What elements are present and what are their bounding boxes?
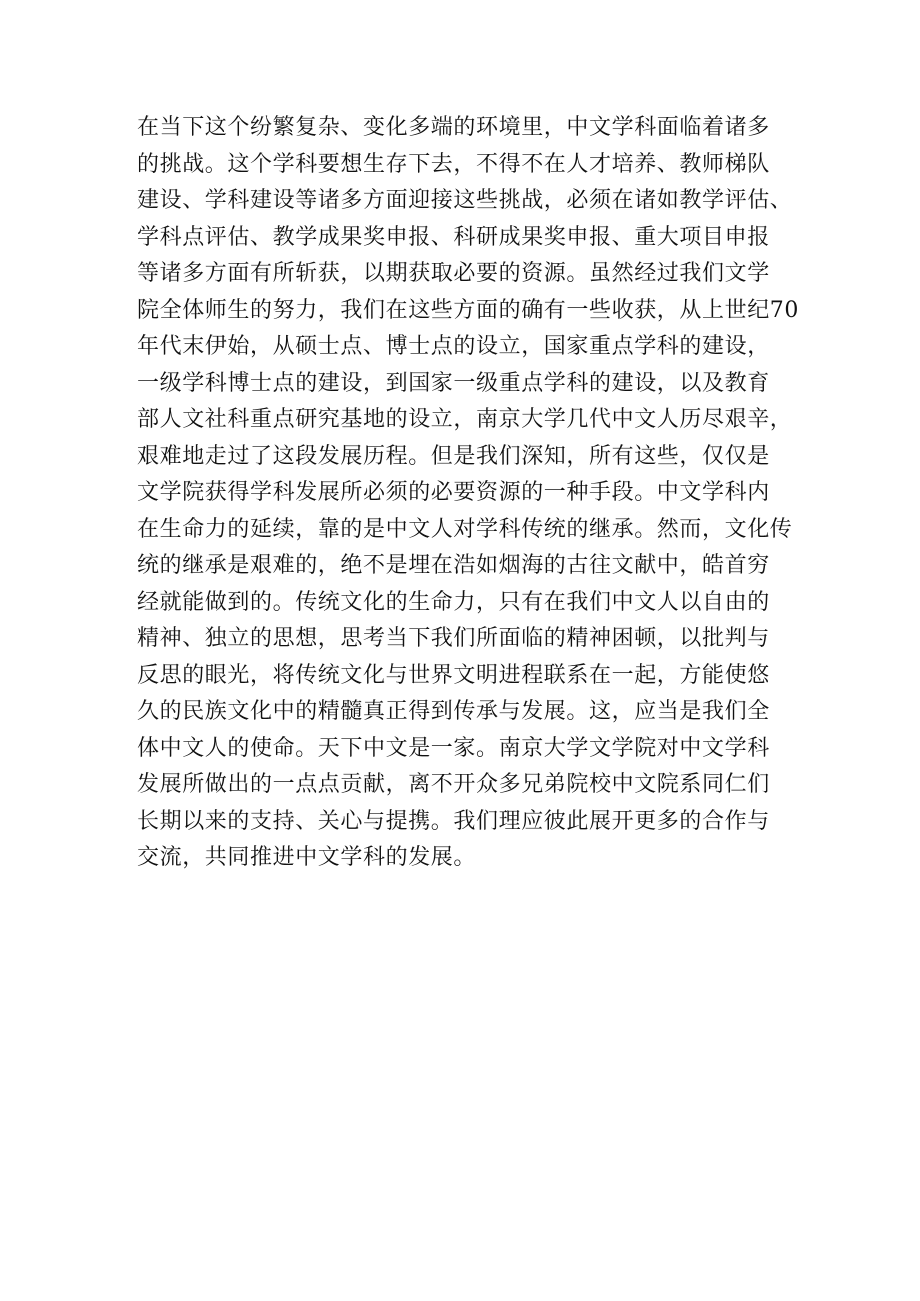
paragraph-line: 在当下这个纷繁复杂、变化多端的环境里，中文学科面临着诸多: [137, 115, 770, 140]
paragraph-line: 发展所做出的一点点贡献，离不开众多兄弟院校中文院系同仁们: [137, 772, 770, 797]
paragraph-line: 体中文人的使命。天下中文是一家。南京大学文学院对中文学科: [137, 735, 770, 761]
paragraph-line: 经就能做到的。传统文化的生命力，只有在我们中文人以自由的: [137, 589, 770, 615]
paragraph-line: 的挑战。这个学科要想生存下去，不得不在人才培养、教师梯队: [137, 151, 770, 177]
paragraph-line: 艰难地走过了这段发展历程。但是我们深知，所有这些，仅仅是: [137, 443, 770, 469]
paragraph-line: 等诸多方面有所斩获，以期获取必要的资源。虽然经过我们文学: [137, 261, 770, 286]
paragraph-line: 反思的眼光，将传统文化与世界文明进程联系在一起，方能使悠: [137, 662, 770, 688]
paragraph-line: 院全体师生的努力，我们在这些方面的确有一些收获，从上世纪70: [137, 297, 799, 323]
paragraph-line: 年代末伊始，从硕士点、博士点的设立，国家重点学科的建设，: [137, 334, 770, 359]
paragraph-line: 在生命力的延续，靠的是中文人对学科传统的继承。然而，文化传: [137, 516, 793, 542]
paragraph-line: 一级学科博士点的建设，到国家一级重点学科的建设，以及教育: [137, 370, 770, 396]
body-paragraph: [137, 110, 797, 877]
paragraph-line: 交流，共同推进中文学科的发展。: [137, 845, 477, 870]
paragraph-line: 部人文社科重点研究基地的设立，南京大学几代中文人历尽艰辛，: [137, 407, 793, 432]
paragraph-line: 建设、学科建设等诸多方面迎接这些挑战，必须在诸如教学评估、: [137, 188, 793, 213]
paragraph-line: 精神、独立的思想，思考当下我们所面临的精神困顿，以批判与: [137, 626, 770, 651]
paragraph-line: 统的继承是艰难的，绝不是埋在浩如烟海的古往文献中，皓首穷: [137, 553, 770, 578]
paragraph-line: 学科点评估、教学成果奖申报、科研成果奖申报、重大项目申报: [137, 224, 770, 250]
paragraph-line: 久的民族文化中的精髓真正得到传承与发展。这，应当是我们全: [137, 699, 770, 724]
paragraph-line: 长期以来的支持、关心与提携。我们理应彼此展开更多的合作与: [137, 808, 770, 834]
paragraph-line: 文学院获得学科发展所必须的必要资源的一种手段。中文学科内: [137, 480, 770, 505]
